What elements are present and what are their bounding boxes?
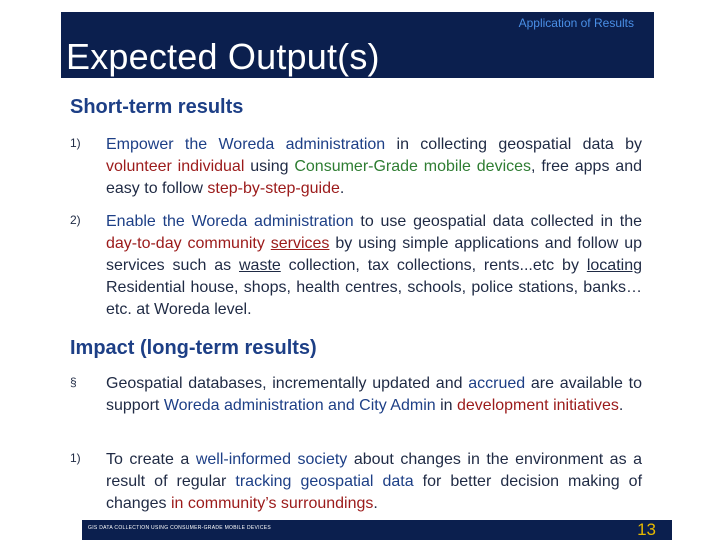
text-segment: are available to support bbox=[106, 375, 642, 414]
text-segment: in bbox=[435, 397, 457, 414]
footer-caption: GIS DATA COLLECTION USING CONSUMER-GRADE MOBILE DEVICES bbox=[88, 525, 272, 531]
text-segment: step-by-step-guide bbox=[207, 180, 340, 197]
text-segment: using bbox=[244, 158, 295, 175]
list-item-text bbox=[106, 134, 642, 200]
text-segment: Geospatial databases, incrementally updated and bbox=[106, 375, 469, 392]
impact-heading: Impact (long-term results) bbox=[70, 337, 317, 359]
text-segment: to use geospatial data collected in the bbox=[353, 213, 643, 230]
impact-item-2 bbox=[70, 449, 642, 515]
text-segment: volunteer individual bbox=[106, 158, 245, 175]
short-term-heading: Short-term results bbox=[70, 96, 244, 118]
footer-bar bbox=[82, 520, 672, 540]
text-segment: in collecting geospatial data by bbox=[385, 136, 642, 153]
list-item-text bbox=[106, 211, 642, 321]
text-segment: for better decision making of changes bbox=[106, 473, 643, 512]
text-segment: . bbox=[618, 397, 624, 414]
text-segment: Enable the Woreda administration bbox=[106, 213, 354, 230]
slide-title: Expected Output(s) bbox=[66, 36, 380, 77]
text-segment: about changes in the environment as a result of regular bbox=[106, 451, 643, 490]
page-number: 13 bbox=[637, 520, 656, 539]
text-segment: day-to-day community bbox=[106, 235, 271, 252]
list-marker: § bbox=[70, 375, 77, 389]
list-marker: 1) bbox=[70, 451, 81, 465]
text-segment: development initiatives bbox=[457, 397, 619, 414]
list-item-text bbox=[106, 373, 642, 417]
text-segment: in community’s surroundings bbox=[170, 495, 374, 512]
text-segment: collection, tax collections, rents...etc by bbox=[280, 257, 587, 274]
text-segment: tracking geospatial data bbox=[235, 473, 414, 490]
short-term-item-1 bbox=[70, 134, 642, 200]
list-marker: 1) bbox=[70, 136, 81, 150]
list-item-text bbox=[106, 449, 642, 515]
text-segment: waste bbox=[239, 257, 281, 274]
text-segment: Residential house, shops, health centres, schools, police stations, banks… etc. at Woreda level. bbox=[106, 279, 642, 318]
impact-item-1 bbox=[70, 373, 642, 417]
text-segment: accrued bbox=[468, 375, 526, 392]
text-segment: Woreda administration and City Admin bbox=[163, 397, 436, 414]
short-term-item-2 bbox=[70, 211, 642, 321]
text-segment: To create a bbox=[106, 451, 196, 468]
text-segment: , free apps and easy to follow bbox=[106, 158, 642, 197]
text-segment: . bbox=[339, 180, 345, 197]
list-marker: 2) bbox=[70, 213, 81, 227]
text-segment: services bbox=[270, 235, 330, 252]
title-banner bbox=[61, 12, 654, 78]
text-segment: . bbox=[373, 495, 378, 512]
text-segment: locating bbox=[586, 257, 642, 274]
text-segment: Consumer-Grade mobile devices bbox=[294, 158, 532, 175]
text-segment: well-informed society bbox=[195, 451, 348, 468]
slide-subtitle: Application of Results bbox=[518, 16, 634, 30]
text-segment: by using simple applications and follow up services such as bbox=[106, 235, 642, 274]
text-segment: Empower the Woreda administration bbox=[106, 136, 386, 153]
